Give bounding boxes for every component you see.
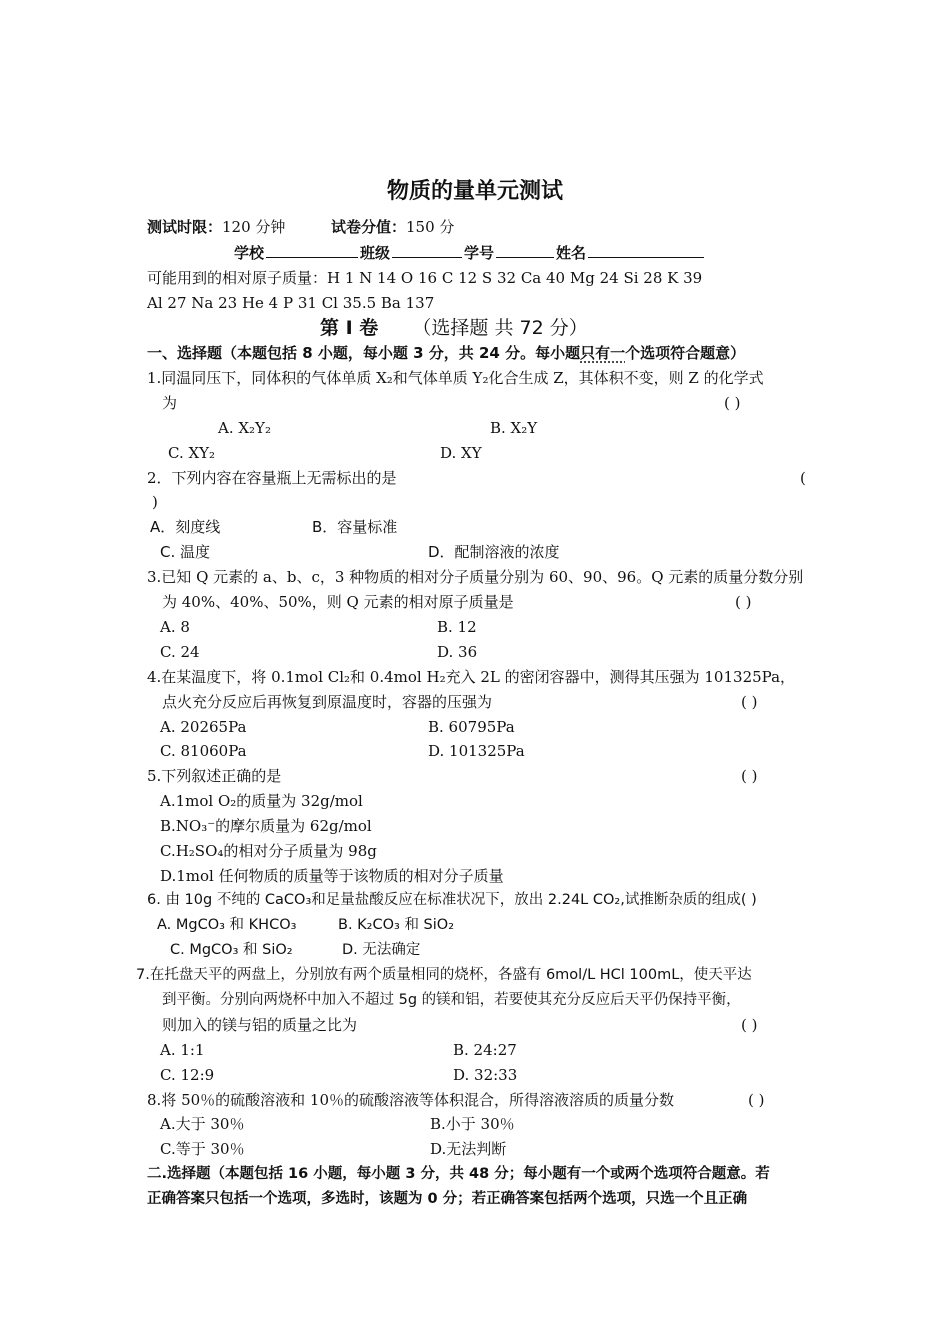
q1-option-d[interactable]: D. XY [440, 444, 482, 462]
q2-option-c[interactable]: C. 温度 [160, 543, 211, 561]
q1-option-a[interactable]: A. X₂Y₂ [218, 419, 271, 437]
class-blank[interactable] [392, 242, 462, 258]
q6-option-a[interactable]: A. MgCO₃ 和 KHCO₃ [157, 917, 297, 933]
q3-line1: 3.已知 Q 元素的 a、b、c，3 种物质的相对分子质量分别为 60、90、96。Q 元素的质量分数分别 [147, 568, 804, 586]
number-blank[interactable] [496, 242, 554, 258]
part1-heading-sub: （选择题 共 72 分） [412, 317, 588, 339]
q2-paren-open[interactable]: ( [800, 469, 806, 487]
time-label: 测试时限： [147, 218, 223, 236]
q1-answer-paren[interactable]: ( ) [724, 394, 741, 412]
q5-option-c[interactable]: C.H₂SO₄的相对分子质量为 98g [160, 842, 377, 860]
q3-option-c[interactable]: C. 24 [160, 643, 200, 661]
part1-heading [320, 316, 588, 340]
name-blank[interactable] [588, 242, 704, 258]
number-label: 学号 [464, 244, 495, 262]
q4-option-a[interactable]: A. 20265Pa [160, 718, 247, 736]
q4-line1: 4.在某温度下，将 0.1mol Cl₂和 0.4mol H₂充入 2L 的密闭容器中，测得其压强为 101325Pa， [147, 668, 796, 686]
q6-line1: 6. 由 10g 不纯的 CaCO₃和足量盐酸反应在标准状况下，放出 2.24L CO₂,试推断杂质的组成( ) [147, 892, 757, 908]
q4-option-b[interactable]: B. 60795Pa [428, 718, 515, 736]
q8-line1: 8.将 50％的硫酸溶液和 10％的硫酸溶液等体积混合，所得溶液溶质的质量分数 [147, 1091, 675, 1109]
section1-heading-pre: 一、选择题（本题包括 8 小题，每小题 3 分，共 24 分。每小题 [147, 344, 581, 362]
section2-heading-line2: 正确答案只包括一个选项，多选时，该题为 0 分；若正确答案包括两个选项，只选一个且正确 [147, 1191, 748, 1207]
q8-option-c[interactable]: C.等于 30％ [160, 1140, 245, 1158]
q8-option-b[interactable]: B.小于 30％ [430, 1115, 515, 1133]
section1-heading-emphasis: 只有一 [580, 344, 626, 362]
q4-option-d[interactable]: D. 101325Pa [428, 742, 525, 760]
q3-line2: 为 40%、40%、50%，则 Q 元素的相对原子质量是 [162, 593, 514, 611]
q2-line1: 2．下列内容在容量瓶上无需标出的是 [147, 469, 397, 487]
atomic-masses-line2: Al 27 Na 23 He 4 P 31 Cl 35.5 Ba 137 [147, 294, 435, 312]
section1-heading-post: 个选项符合题意） [625, 344, 746, 362]
q5-option-b[interactable]: B.NO₃⁻的摩尔质量为 62g/mol [160, 817, 372, 835]
class-label: 班级 [360, 244, 391, 262]
time-value: 120 分钟 [222, 218, 286, 236]
q5-answer-paren[interactable]: ( ) [741, 767, 758, 785]
q6-option-c[interactable]: C. MgCO₃ 和 SiO₂ [170, 942, 293, 958]
school-label: 学校 [234, 244, 265, 262]
section2-heading-line1: 二.选择题（本题包括 16 小题，每小题 3 分，共 48 分；每小题有一个或两个选项符合题意。若 [147, 1166, 770, 1182]
score-value: 150 分 [406, 218, 455, 236]
q7-line3: 则加入的镁与铝的质量之比为 [162, 1016, 358, 1034]
q6-option-b[interactable]: B. K₂CO₃ 和 SiO₂ [338, 917, 455, 933]
q1-option-b[interactable]: B. X₂Y [490, 419, 538, 437]
q7-line1: 7.在托盘天平的两盘上，分别放有两个质量相同的烧杯，各盛有 6mol/L HCl 100mL，使天平达 [136, 967, 752, 983]
school-blank[interactable] [266, 242, 358, 258]
q7-answer-paren[interactable]: ( ) [741, 1016, 758, 1034]
q2-option-a[interactable]: A．刻度线 [150, 518, 221, 536]
q3-option-d[interactable]: D. 36 [437, 643, 478, 661]
q5-option-a[interactable]: A.1mol O₂的质量为 32g/mol [160, 792, 363, 810]
q7-option-b[interactable]: B. 24:27 [453, 1041, 517, 1059]
name-label: 姓名 [556, 244, 587, 262]
q1-line2: 为 [162, 394, 178, 412]
q4-option-c[interactable]: C. 81060Pa [160, 742, 247, 760]
q1-option-c[interactable]: C. XY₂ [168, 444, 216, 462]
q8-option-a[interactable]: A.大于 30％ [160, 1115, 245, 1133]
q5-option-d[interactable]: D.1mol 任何物质的质量等于该物质的相对分子质量 [160, 867, 504, 885]
q2-paren-close[interactable]: ) [152, 493, 158, 511]
q1-line1: 1.同温同压下，同体积的气体单质 X₂和气体单质 Y₂化合生成 Z，其体积不变，则 Z 的化学式 [147, 369, 764, 387]
atomic-masses-line1: 可能用到的相对原子质量：H 1 N 14 O 16 C 12 S 32 Ca 40 Mg 24 Si 28 K 39 [147, 269, 703, 287]
part1-heading-main: 第 I 卷 [320, 317, 379, 339]
q7-option-a[interactable]: A. 1:1 [160, 1041, 205, 1059]
q2-option-d[interactable]: D．配制溶液的浓度 [428, 543, 560, 561]
q6-option-d[interactable]: D. 无法确定 [342, 942, 421, 958]
q3-answer-paren[interactable]: ( ) [735, 593, 752, 611]
student-info-line [234, 242, 706, 263]
q4-answer-paren[interactable]: ( ) [741, 693, 758, 711]
test-meta [147, 217, 454, 237]
q7-option-c[interactable]: C. 12:9 [160, 1066, 215, 1084]
q8-answer-paren[interactable]: ( ) [748, 1091, 765, 1109]
q2-option-b[interactable]: B．容量标准 [312, 518, 398, 536]
q7-option-d[interactable]: D. 32:33 [453, 1066, 518, 1084]
q5-line1: 5.下列叙述正确的是 [147, 767, 282, 785]
q3-option-a[interactable]: A. 8 [160, 618, 190, 636]
score-label: 试卷分值： [330, 218, 406, 236]
q8-option-d[interactable]: D.无法判断 [430, 1140, 507, 1158]
page-title: 物质的量单元测试 [386, 179, 563, 204]
q3-option-b[interactable]: B. 12 [437, 618, 477, 636]
section1-heading [147, 343, 745, 363]
q4-line2: 点火充分反应后再恢复到原温度时，容器的压强为 [162, 693, 493, 711]
q7-line2: 到平衡。分别向两烧杯中加入不超过 5g 的镁和铝，若要使其充分反应后天平仍保持平衡， [162, 992, 741, 1008]
